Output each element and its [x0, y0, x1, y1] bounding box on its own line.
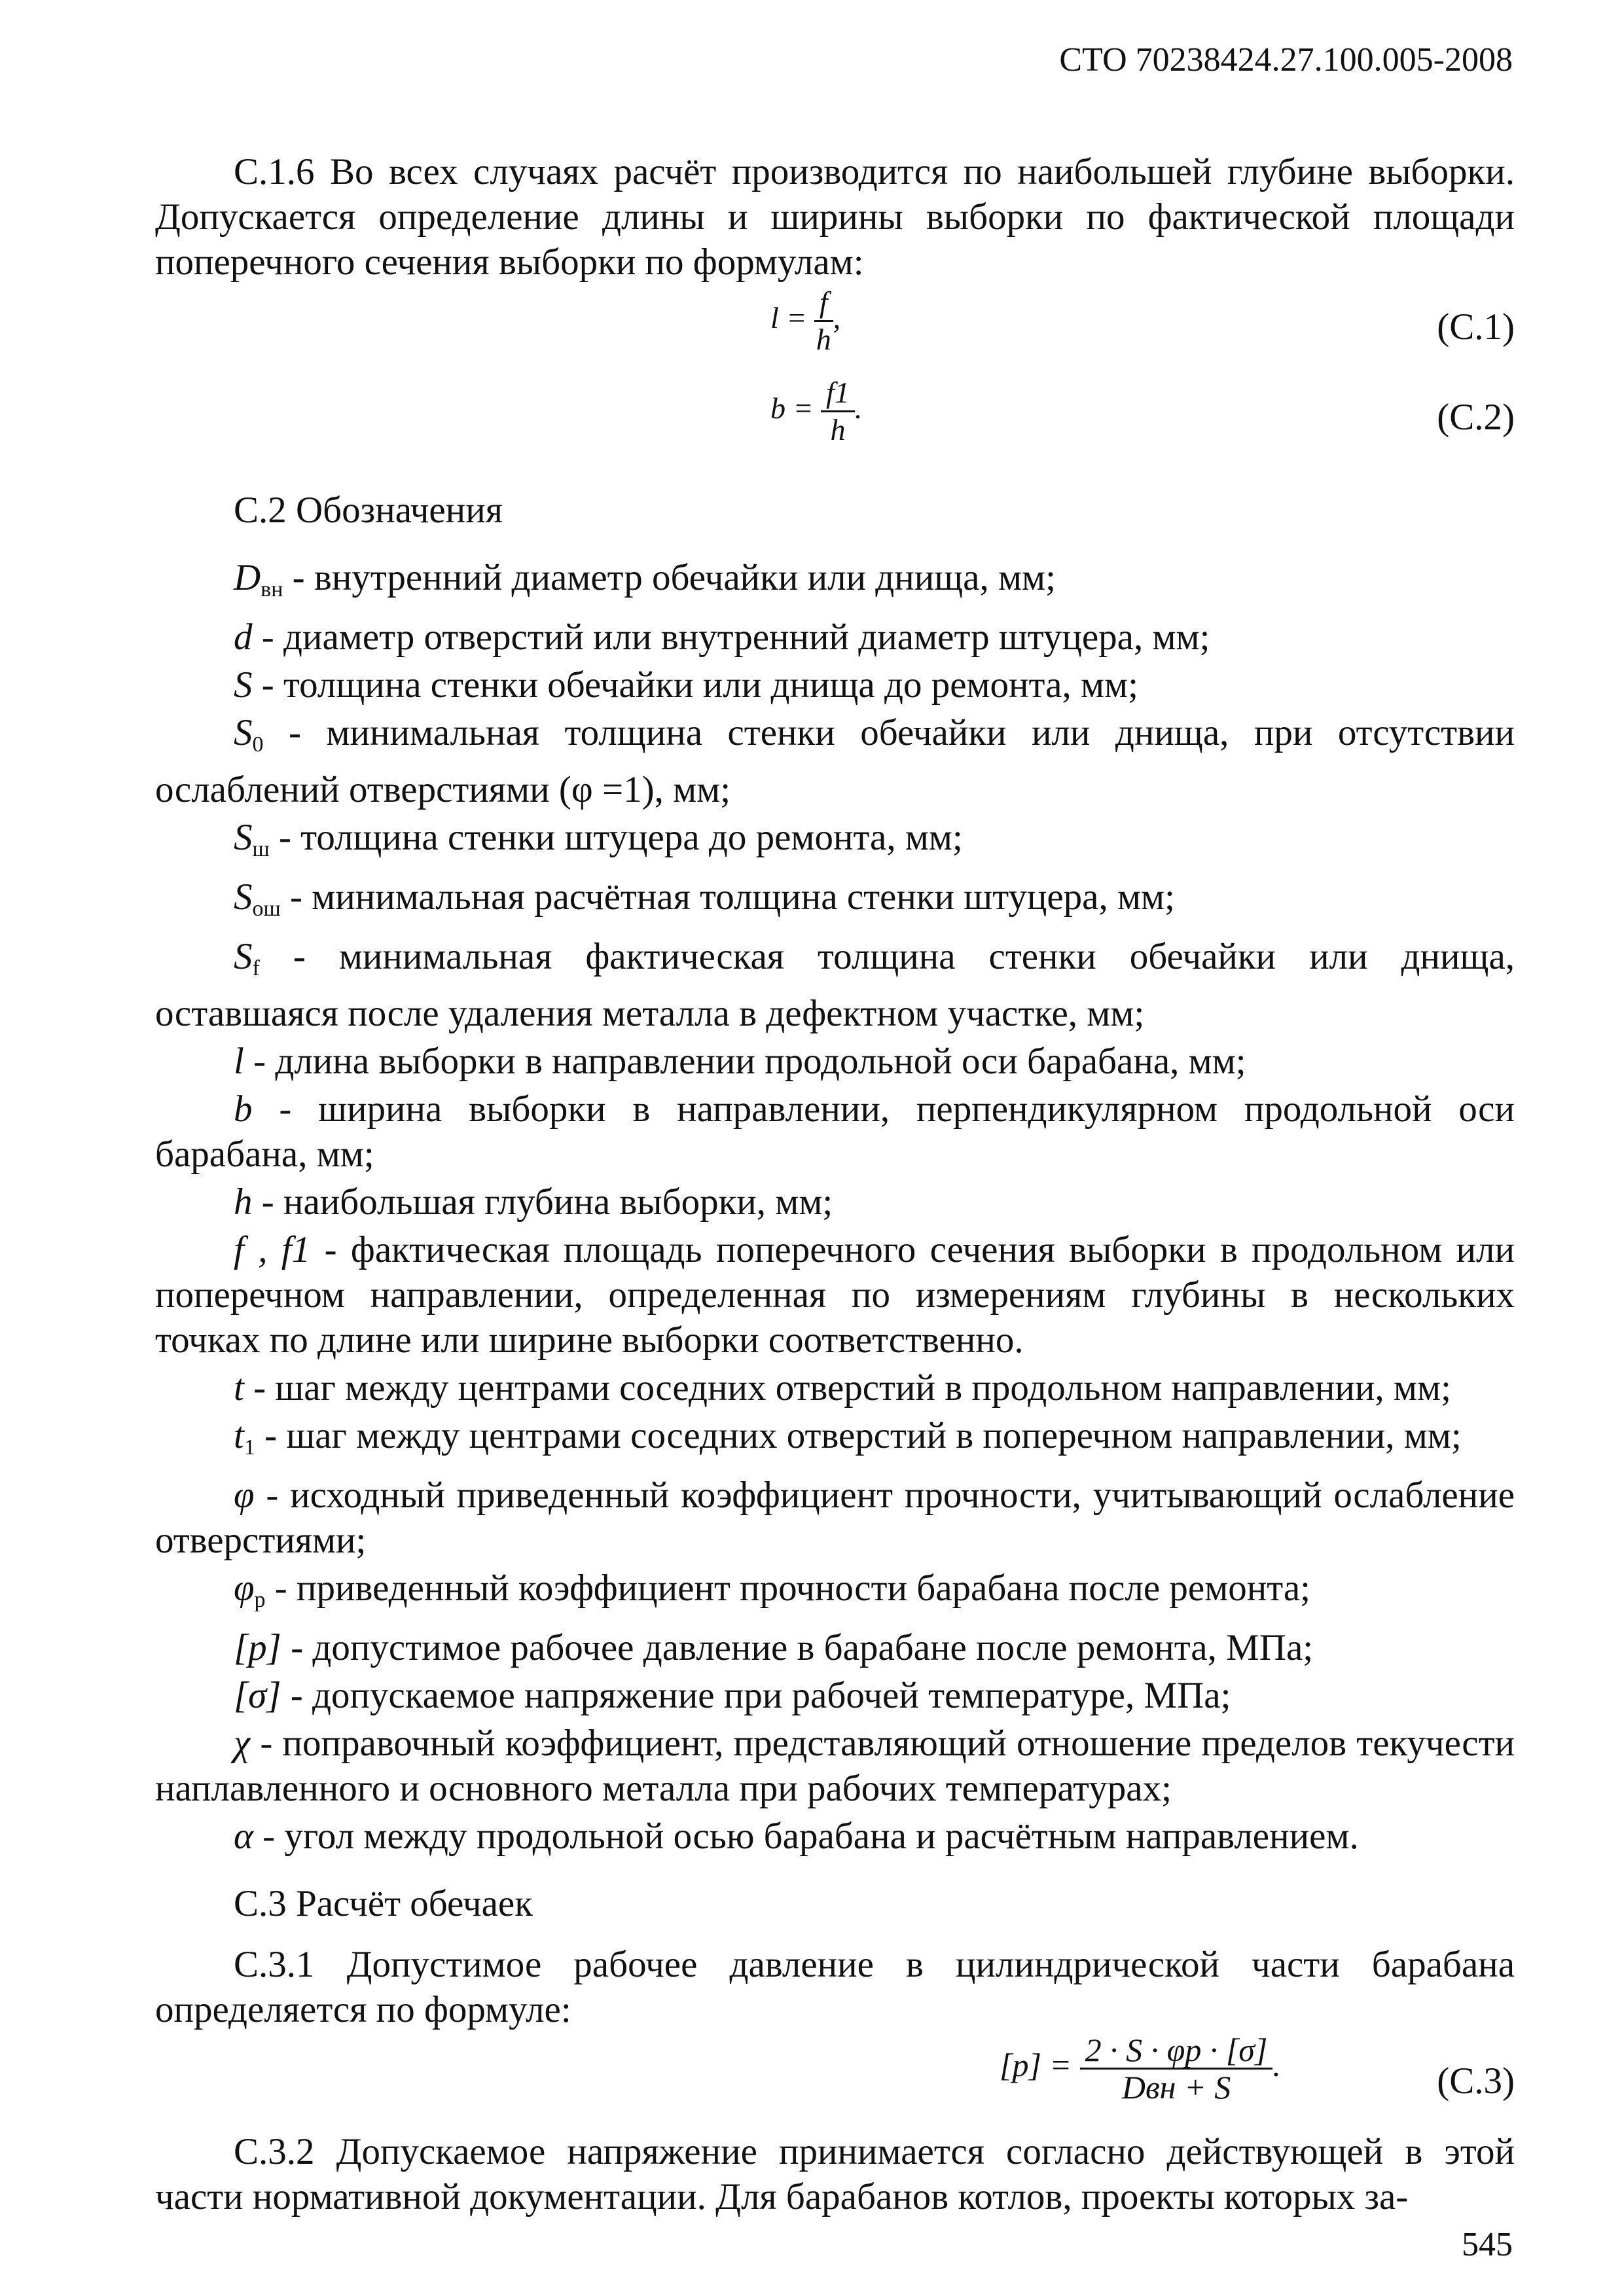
denominator: h — [830, 413, 846, 446]
document-body — [155, 149, 1515, 2219]
definition-symbol: S — [234, 876, 253, 918]
definition-text: - длина выборки в направлении продольной оси барабана, мм; — [244, 1041, 1246, 1082]
definition-text: - шаг между центрами соседних отверстий в продольном направлении, мм; — [244, 1367, 1451, 1408]
definition-item — [155, 1413, 1515, 1470]
definition-symbol: f , f1 — [234, 1229, 311, 1270]
formula-number: (С.3) — [1437, 2060, 1515, 2102]
definition-subscript: f — [252, 956, 260, 980]
definition-symbol: χ — [234, 1723, 251, 1764]
numerator: 2 · S · φp · [σ] — [1080, 2032, 1273, 2070]
definition-item — [155, 1179, 1515, 1225]
formula-c2 — [155, 375, 1515, 465]
section-heading-c2: С.2 Обозначения — [234, 490, 503, 531]
definition-symbol: φ — [234, 1475, 255, 1516]
formula-c3-expr — [1000, 2032, 1281, 2105]
formula-tail: , — [833, 301, 841, 335]
definition-item — [155, 1814, 1515, 1859]
definition-text: - поправочный коэффициент, представляющий отношение пределов текучести наплавленного и основного металла при рабочих температурах; — [155, 1723, 1515, 1809]
formula-c1 — [155, 285, 1515, 375]
definition-symbol: D — [234, 557, 261, 598]
formula-tail: . — [854, 391, 863, 425]
definition-item — [155, 1625, 1515, 1670]
definition-item — [155, 555, 1515, 612]
definition-symbol: S — [234, 664, 253, 706]
definition-text: - толщина стенки обечайки или днища до ремонта, мм; — [252, 664, 1138, 706]
formula-tail: . — [1272, 2046, 1281, 2083]
definition-text: - исходный приведенный коэффициент прочности, учитывающий ослабление отверстиями; — [155, 1475, 1515, 1561]
formula-number: (С.1) — [1437, 306, 1515, 348]
definition-item — [155, 710, 1515, 812]
definition-text: - ширина выборки в направлении, перпендикулярном продольной оси барабана, мм; — [155, 1088, 1515, 1175]
definition-subscript: 1 — [244, 1435, 255, 1460]
definition-text: - минимальная расчётная толщина стенки штуцера, мм; — [280, 876, 1175, 918]
definition-symbol: h — [234, 1181, 253, 1223]
definition-subscript: 0 — [252, 732, 264, 757]
formula-number: (С.2) — [1437, 397, 1515, 438]
document-header: СТО 70238424.27.100.005-2008 — [1059, 41, 1513, 79]
formula-c2-expr — [770, 375, 862, 448]
definition-subscript: ш — [252, 837, 270, 861]
formula-lhs: [p] = — [1000, 2046, 1072, 2083]
definition-item — [155, 1721, 1515, 1811]
definition-text: - фактическая площадь поперечного сечения выборки в продольном или поперечном направлении, определенная по измерениям глубины в нескольких точках по длине или ширине выборки соответственно. — [155, 1229, 1515, 1361]
definition-symbol: b — [234, 1088, 253, 1130]
definition-text: - внутренний диаметр обечайки или днища, мм; — [283, 557, 1056, 598]
definition-subscript: вн — [261, 577, 283, 601]
formula-lhs: b = — [770, 391, 814, 425]
fraction — [814, 285, 833, 357]
definition-symbol: t — [234, 1367, 244, 1408]
definition-symbol: l — [234, 1041, 244, 1082]
definition-subscript: ош — [252, 897, 281, 921]
definition-symbol: [σ] — [234, 1675, 281, 1716]
definition-text: - допускаемое напряжение при рабочей температуре, МПа; — [281, 1675, 1231, 1716]
definition-symbol: α — [234, 1816, 253, 1857]
definition-item — [155, 1227, 1515, 1363]
definition-text: - приведенный коэффициент прочности барабана после ремонта; — [265, 1568, 1311, 1609]
definition-item — [155, 1673, 1515, 1718]
definition-item — [155, 934, 1515, 1036]
paragraph-c31: С.3.1 Допустимое рабочее давление в цилиндрической части барабана определяется по формуле: — [155, 1944, 1515, 2030]
formula-c1-expr — [770, 285, 840, 357]
definition-item — [155, 1473, 1515, 1563]
definitions-list — [155, 555, 1515, 1859]
definition-text: - минимальная фактическая толщина стенки обечайки или днища, оставшаяся после удаления металла в дефектном участке, мм; — [155, 936, 1515, 1034]
numerator: f — [814, 285, 833, 322]
numerator: f1 — [821, 375, 855, 412]
definition-item — [155, 1566, 1515, 1623]
definition-symbol: t — [234, 1415, 244, 1456]
definition-item — [155, 815, 1515, 872]
definition-symbol: d — [234, 617, 253, 658]
definition-symbol: S — [234, 936, 253, 977]
fraction — [821, 375, 855, 448]
definition-symbol: S — [234, 817, 253, 858]
definition-item — [155, 1365, 1515, 1410]
definition-item — [155, 1086, 1515, 1177]
definition-text: - диаметр отверстий или внутренний диаметр штуцера, мм; — [252, 617, 1210, 658]
section-heading-c3: С.3 Расчёт обечаек — [234, 1883, 533, 1924]
definition-subscript: p — [254, 1588, 266, 1612]
definition-text: - допустимое рабочее давление в барабане после ремонта, МПа; — [281, 1627, 1314, 1668]
definition-text: - наибольшая глубина выборки, мм; — [252, 1181, 833, 1223]
definition-item — [155, 874, 1515, 931]
fraction — [1080, 2032, 1273, 2105]
definition-text: - минимальная толщина стенки обечайки или днища, при отсутствии ослаблений отверстиями (φ =1), мм; — [155, 712, 1515, 810]
definition-item — [155, 662, 1515, 708]
formula-c3 — [155, 2032, 1515, 2129]
definition-text: - шаг между центрами соседних отверстий в поперечном направлении, мм; — [255, 1415, 1462, 1456]
definition-text: - толщина стенки штуцера до ремонта, мм; — [269, 817, 963, 858]
definition-symbol: φ — [234, 1568, 255, 1609]
definition-item — [155, 615, 1515, 660]
definition-text: - угол между продольной осью барабана и расчётным направлением. — [253, 1816, 1359, 1857]
denominator: Dвн + S — [1121, 2069, 1231, 2106]
definition-symbol: S — [234, 712, 253, 753]
paragraph-c32: С.3.2 Допускаемое напряжение принимается согласно действующей в этой части нормативной документации. Для барабанов котлов, проекты которых за- — [155, 2131, 1515, 2217]
definition-symbol: [p] — [234, 1627, 281, 1668]
definition-item — [155, 1039, 1515, 1084]
formula-lhs: l = — [770, 301, 807, 335]
paragraph-c16: С.1.6 Во всех случаях расчёт производится по наибольшей глубине выборки. Допускается определение длины и ширины выборки по фактической площади поперечного сечения выборки по формулам: — [155, 151, 1515, 283]
page-number: 545 — [1462, 2226, 1513, 2263]
denominator: h — [816, 323, 831, 356]
